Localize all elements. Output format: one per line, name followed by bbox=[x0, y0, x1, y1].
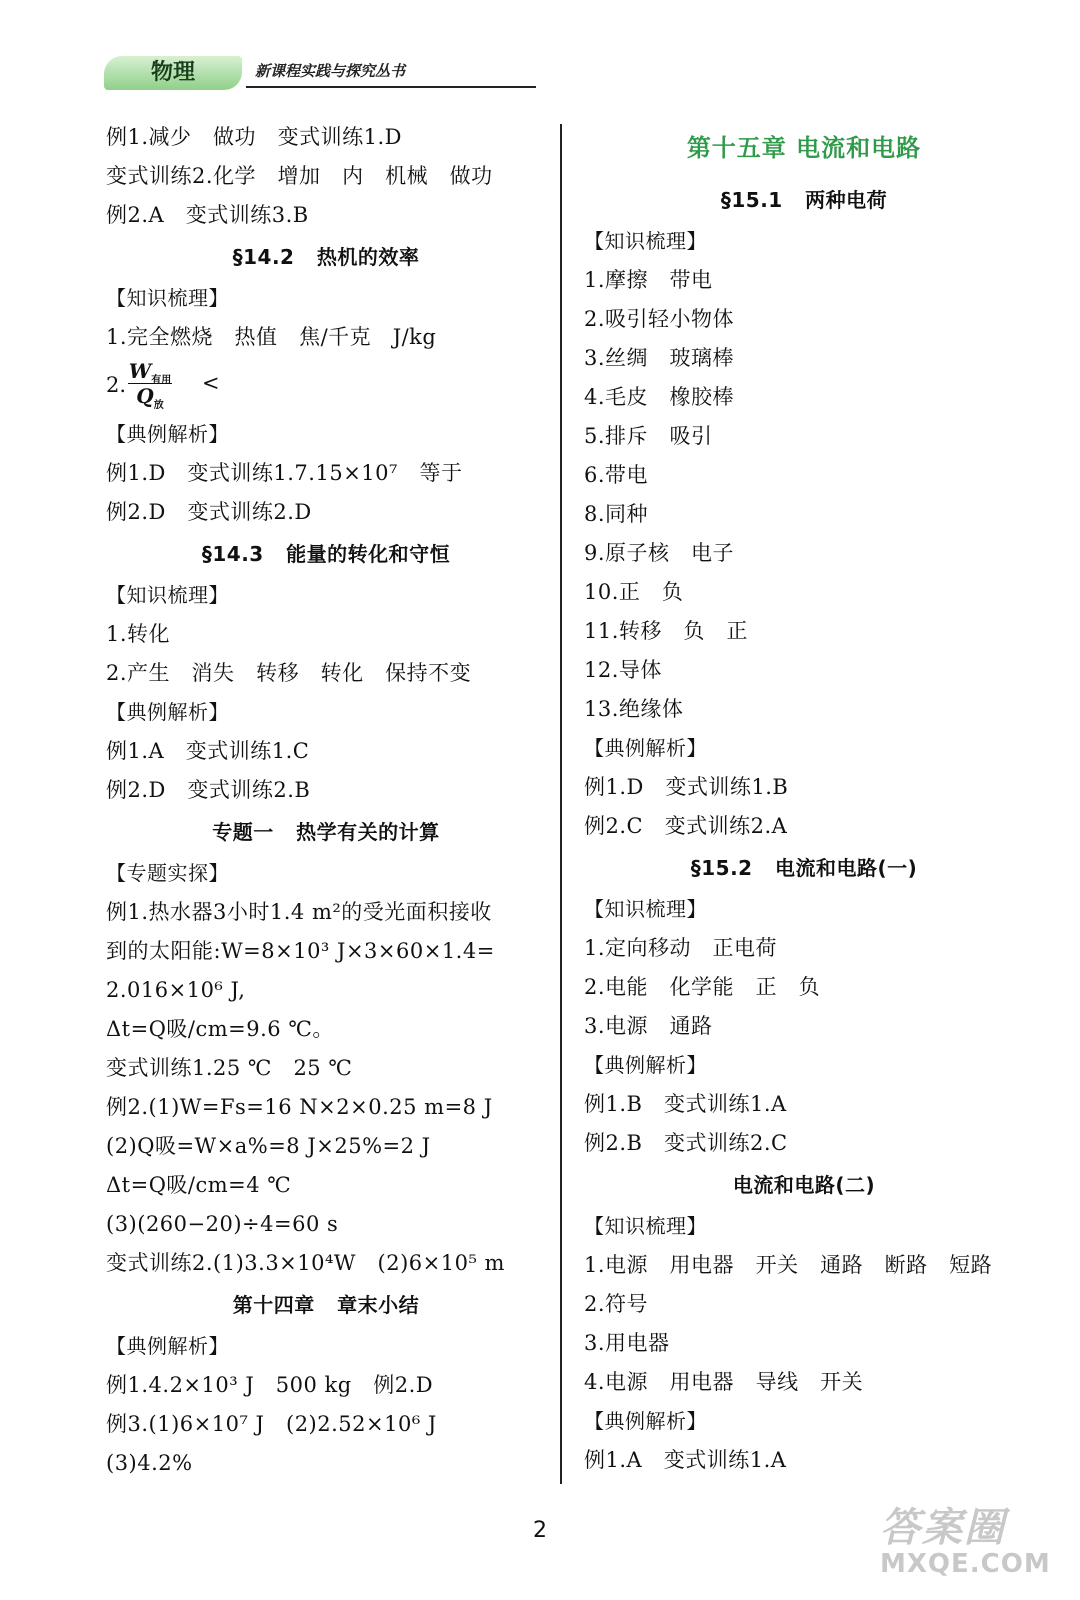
subsection-label: 【典例解析】 bbox=[584, 736, 707, 760]
subsection-label: 【典例解析】 bbox=[106, 700, 229, 724]
watermark-url: MXQE.COM bbox=[880, 1549, 1051, 1579]
answer-line: 例1.A 变式训练1.C bbox=[106, 739, 310, 763]
answer-line: 例2.D 变式训练2.B bbox=[106, 778, 311, 802]
fraction-numerator-sub: 有用 bbox=[151, 375, 172, 386]
answer-line: 例1.减少 做功 变式训练1.D bbox=[106, 125, 402, 149]
subsection-label: 【知识梳理】 bbox=[584, 1214, 707, 1238]
answer-line: 12.导体 bbox=[584, 658, 662, 682]
right-column bbox=[584, 118, 1024, 1480]
column-divider bbox=[560, 124, 562, 1484]
efficiency-fraction bbox=[128, 359, 172, 411]
answer-line: 4.电源 用电器 导线 开关 bbox=[584, 1370, 864, 1394]
subsection-label: 【知识梳理】 bbox=[584, 229, 707, 253]
answer-line: 2.016×10⁶ J, bbox=[106, 978, 246, 1002]
answer-line: 变式训练2.化学 增加 内 机械 做功 bbox=[106, 164, 493, 188]
watermark-logo bbox=[880, 1496, 1050, 1592]
subsection-label: 【专题实探】 bbox=[106, 861, 229, 885]
answer-line: 1.转化 bbox=[106, 622, 171, 646]
fraction-denominator: Q bbox=[136, 384, 154, 408]
page-number: 2 bbox=[533, 1518, 547, 1543]
topic-title: 专题一 热学有关的计算 bbox=[212, 820, 440, 844]
subsection-label: 【典例解析】 bbox=[106, 422, 229, 446]
answer-line: 1.电源 用电器 开关 通路 断路 短路 bbox=[584, 1253, 993, 1277]
header-rule bbox=[246, 86, 536, 88]
subsection-label: 【知识梳理】 bbox=[106, 583, 229, 607]
answer-line: 例1.热水器3小时1.4 m²的受光面积接收 bbox=[106, 900, 492, 924]
left-column bbox=[106, 118, 546, 1483]
answer-line: 2.符号 bbox=[584, 1292, 649, 1316]
subsection-label: 【典例解析】 bbox=[584, 1409, 707, 1433]
section-title-15-1: §15.1 两种电荷 bbox=[720, 188, 888, 212]
answer-line: 6.带电 bbox=[584, 463, 649, 487]
answer-line: 例1.B 变式训练1.A bbox=[584, 1092, 787, 1116]
page-header bbox=[100, 52, 540, 92]
answer-line: 5.排斥 吸引 bbox=[584, 424, 713, 448]
answer-line: 例2.A 变式训练3.B bbox=[106, 203, 309, 227]
answer-line: 例2.B 变式训练2.C bbox=[584, 1131, 788, 1155]
answer-line: 3.电源 通路 bbox=[584, 1014, 713, 1038]
answer-line: 变式训练2.(1)3.3×10⁴W (2)6×10⁵ m bbox=[106, 1251, 505, 1275]
section-title-14-2: §14.2 热机的效率 bbox=[232, 245, 420, 269]
answer-line: Δt=Q吸/cm=9.6 ℃。 bbox=[106, 1017, 334, 1041]
efficiency-fraction-line bbox=[106, 357, 546, 415]
answer-line: Δt=Q吸/cm=4 ℃ bbox=[106, 1173, 292, 1197]
answer-line: 例2.C 变式训练2.A bbox=[584, 814, 788, 838]
subsection-label: 【知识梳理】 bbox=[106, 286, 229, 310]
answer-line: 2.产生 消失 转移 转化 保持不变 bbox=[106, 661, 472, 685]
answer-line: 例1.D 变式训练1.B bbox=[584, 775, 789, 799]
watermark-chars: 答案圈 bbox=[880, 1505, 1006, 1551]
chapter-summary-title: 第十四章 章末小结 bbox=[232, 1293, 420, 1317]
answer-line: 例1.A 变式训练1.A bbox=[584, 1448, 787, 1472]
section-title-15-2: §15.2 电流和电路(一) bbox=[690, 856, 918, 880]
subject-tab: 物理 bbox=[104, 56, 242, 90]
answer-line: 3.丝绸 玻璃棒 bbox=[584, 346, 735, 370]
answer-line: 13.绝缘体 bbox=[584, 697, 684, 721]
section-title-14-3: §14.3 能量的转化和守恒 bbox=[201, 542, 451, 566]
answer-line: 变式训练1.25 ℃ 25 ℃ bbox=[106, 1056, 353, 1080]
answer-line: 例1.D 变式训练1.7.15×10⁷ 等于 bbox=[106, 461, 463, 485]
answer-line: 10.正 负 bbox=[584, 580, 684, 604]
answer-line: 8.同种 bbox=[584, 502, 649, 526]
subsection-label: 【典例解析】 bbox=[106, 1334, 229, 1358]
answer-line: 例1.4.2×10³ J 500 kg 例2.D bbox=[106, 1373, 434, 1397]
answer-line: (2)Q吸=W×a%=8 J×25%=2 J bbox=[106, 1134, 431, 1158]
answer-line: (3)4.2% bbox=[106, 1451, 193, 1475]
answer-line: 到的太阳能:W=8×10³ J×3×60×1.4= bbox=[106, 939, 495, 963]
subsection-label: 【知识梳理】 bbox=[584, 897, 707, 921]
fraction-prefix: 2. bbox=[106, 373, 127, 397]
fraction-numerator: W bbox=[128, 359, 152, 383]
answer-line: 例3.(1)6×10⁷ J (2)2.52×10⁶ J bbox=[106, 1412, 437, 1436]
answer-line: 例2.D 变式训练2.D bbox=[106, 500, 312, 524]
answer-line: 1.摩擦 带电 bbox=[584, 268, 713, 292]
chapter-title: 第十五章 电流和电路 bbox=[686, 134, 922, 162]
answer-line: 2.吸引轻小物体 bbox=[584, 307, 735, 331]
answer-line: 11.转移 负 正 bbox=[584, 619, 748, 643]
answer-line: 例2.(1)W=Fs=16 N×2×0.25 m=8 J bbox=[106, 1095, 493, 1119]
series-title: 新课程实践与探究丛书 bbox=[255, 62, 406, 80]
answer-line: 1.定向移动 正电荷 bbox=[584, 936, 778, 960]
answer-line: 9.原子核 电子 bbox=[584, 541, 735, 565]
subsection-label: 【典例解析】 bbox=[584, 1053, 707, 1077]
answer-line: 3.用电器 bbox=[584, 1331, 670, 1355]
fraction-denominator-sub: 放 bbox=[153, 400, 164, 411]
answer-line: (3)(260−20)÷4=60 s bbox=[106, 1212, 339, 1236]
section-title-15-2-part2: 电流和电路(二) bbox=[732, 1173, 876, 1197]
fraction-suffix: < bbox=[202, 371, 220, 395]
answer-line: 4.毛皮 橡胶棒 bbox=[584, 385, 735, 409]
answer-line: 1.完全燃烧 热值 焦/千克 J/kg bbox=[106, 325, 437, 349]
answer-line: 2.电能 化学能 正 负 bbox=[584, 975, 821, 999]
